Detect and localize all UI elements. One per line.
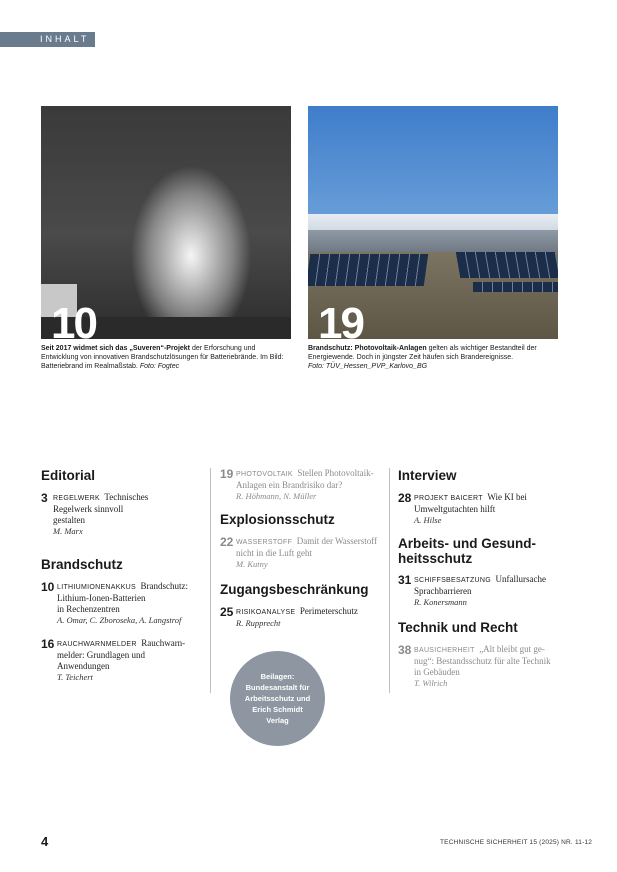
toc-entry[interactable]: 3 REGELWERK Technisches Regelwerk sinnvoll gestalten M. Marx — [41, 491, 149, 536]
toc-entry[interactable]: 19 PHOTOVOLTAIK Stellen Photovoltaik- Anlagen ein Brandrisiko dar? R. Höhmann, N. Müller — [220, 467, 374, 501]
section-heading: Brandschutz — [41, 557, 123, 572]
column-divider — [389, 468, 390, 693]
toc-entry[interactable]: 31 SCHIFFSBESATZUNG Unfallursache Sprachbarrieren R. Konersmann — [398, 573, 546, 607]
photo-page-number: 10 — [51, 299, 96, 339]
toc-entry[interactable]: 28 PROJEKT BAICERT Wie KI bei Umweltgutachten hilft A. Hilse — [398, 491, 527, 525]
photo-caption: Brandschutz: Photovoltaik-Anlagen gelten als wichtiger Bestandteil der Energiewende. Doch in jüngster Zeit häufen sich Brandereignisse. Foto: TÜV_Hessen_PVP_Karlovo_BG — [308, 345, 537, 370]
toc-entry[interactable]: 10 LITHIUMIONENAKKUS Brandschutz: Lithium-Ionen-Batterien in Rechenzentren A. Omar, C. Zboroseka, A. Langstrof — [41, 580, 188, 625]
battery-fire-photo — [41, 106, 291, 339]
page-number: 4 — [41, 834, 49, 849]
toc-entry[interactable]: 22 WASSERSTOFF Damit der Wasserstoff nicht in die Luft geht M. Kutny — [220, 535, 378, 569]
section-heading: Explosionsschutz — [220, 512, 335, 527]
toc-column-2 — [220, 468, 385, 641]
journal-footer: TECHNISCHE SICHERHEIT 15 (2025) NR. 11-12 — [440, 839, 593, 846]
section-heading: Zugangsbeschränkung — [220, 582, 369, 597]
section-heading: Interview — [398, 468, 457, 483]
toc-column-3 — [398, 468, 563, 701]
photovoltaic-photo — [308, 106, 558, 339]
section-tab: INHALT — [0, 32, 95, 47]
toc-column-1 — [41, 468, 206, 695]
column-divider — [210, 468, 211, 693]
toc-entry[interactable]: 16 RAUCHWARNMELDER Rauchwarn- melder: Grundlagen und Anwendungen T. Teichert — [41, 637, 186, 682]
toc-entry[interactable]: 38 BAUSICHERHEIT „Alt bleibt gut ge- nug“: Bestandsschutz für alte Technik in Gebäuden T. Wilrich — [398, 643, 551, 688]
toc-entry[interactable]: 25 RISIKOANALYSE Perimeterschutz R. Rupprecht — [220, 605, 358, 628]
section-heading: Editorial — [41, 468, 96, 483]
photo-page-number: 19 — [318, 299, 363, 339]
supplement-badge: Beilagen: Bundesanstalt für Arbeitsschutz und Erich Schmidt Verlag — [230, 651, 325, 746]
section-heading: Technik und Recht — [398, 620, 518, 635]
photo-caption: Seit 2017 widmet sich das „Suveren“-Projekt der Erforschung und Entwicklung von innovativen Brandschutzlösungen für Batteriebrände. Im Bild: Batteriebrand im Realmaßstab. Foto: Fogtec — [41, 345, 284, 370]
section-heading: Arbeits- und Gesund- heitsschutz — [398, 536, 536, 566]
